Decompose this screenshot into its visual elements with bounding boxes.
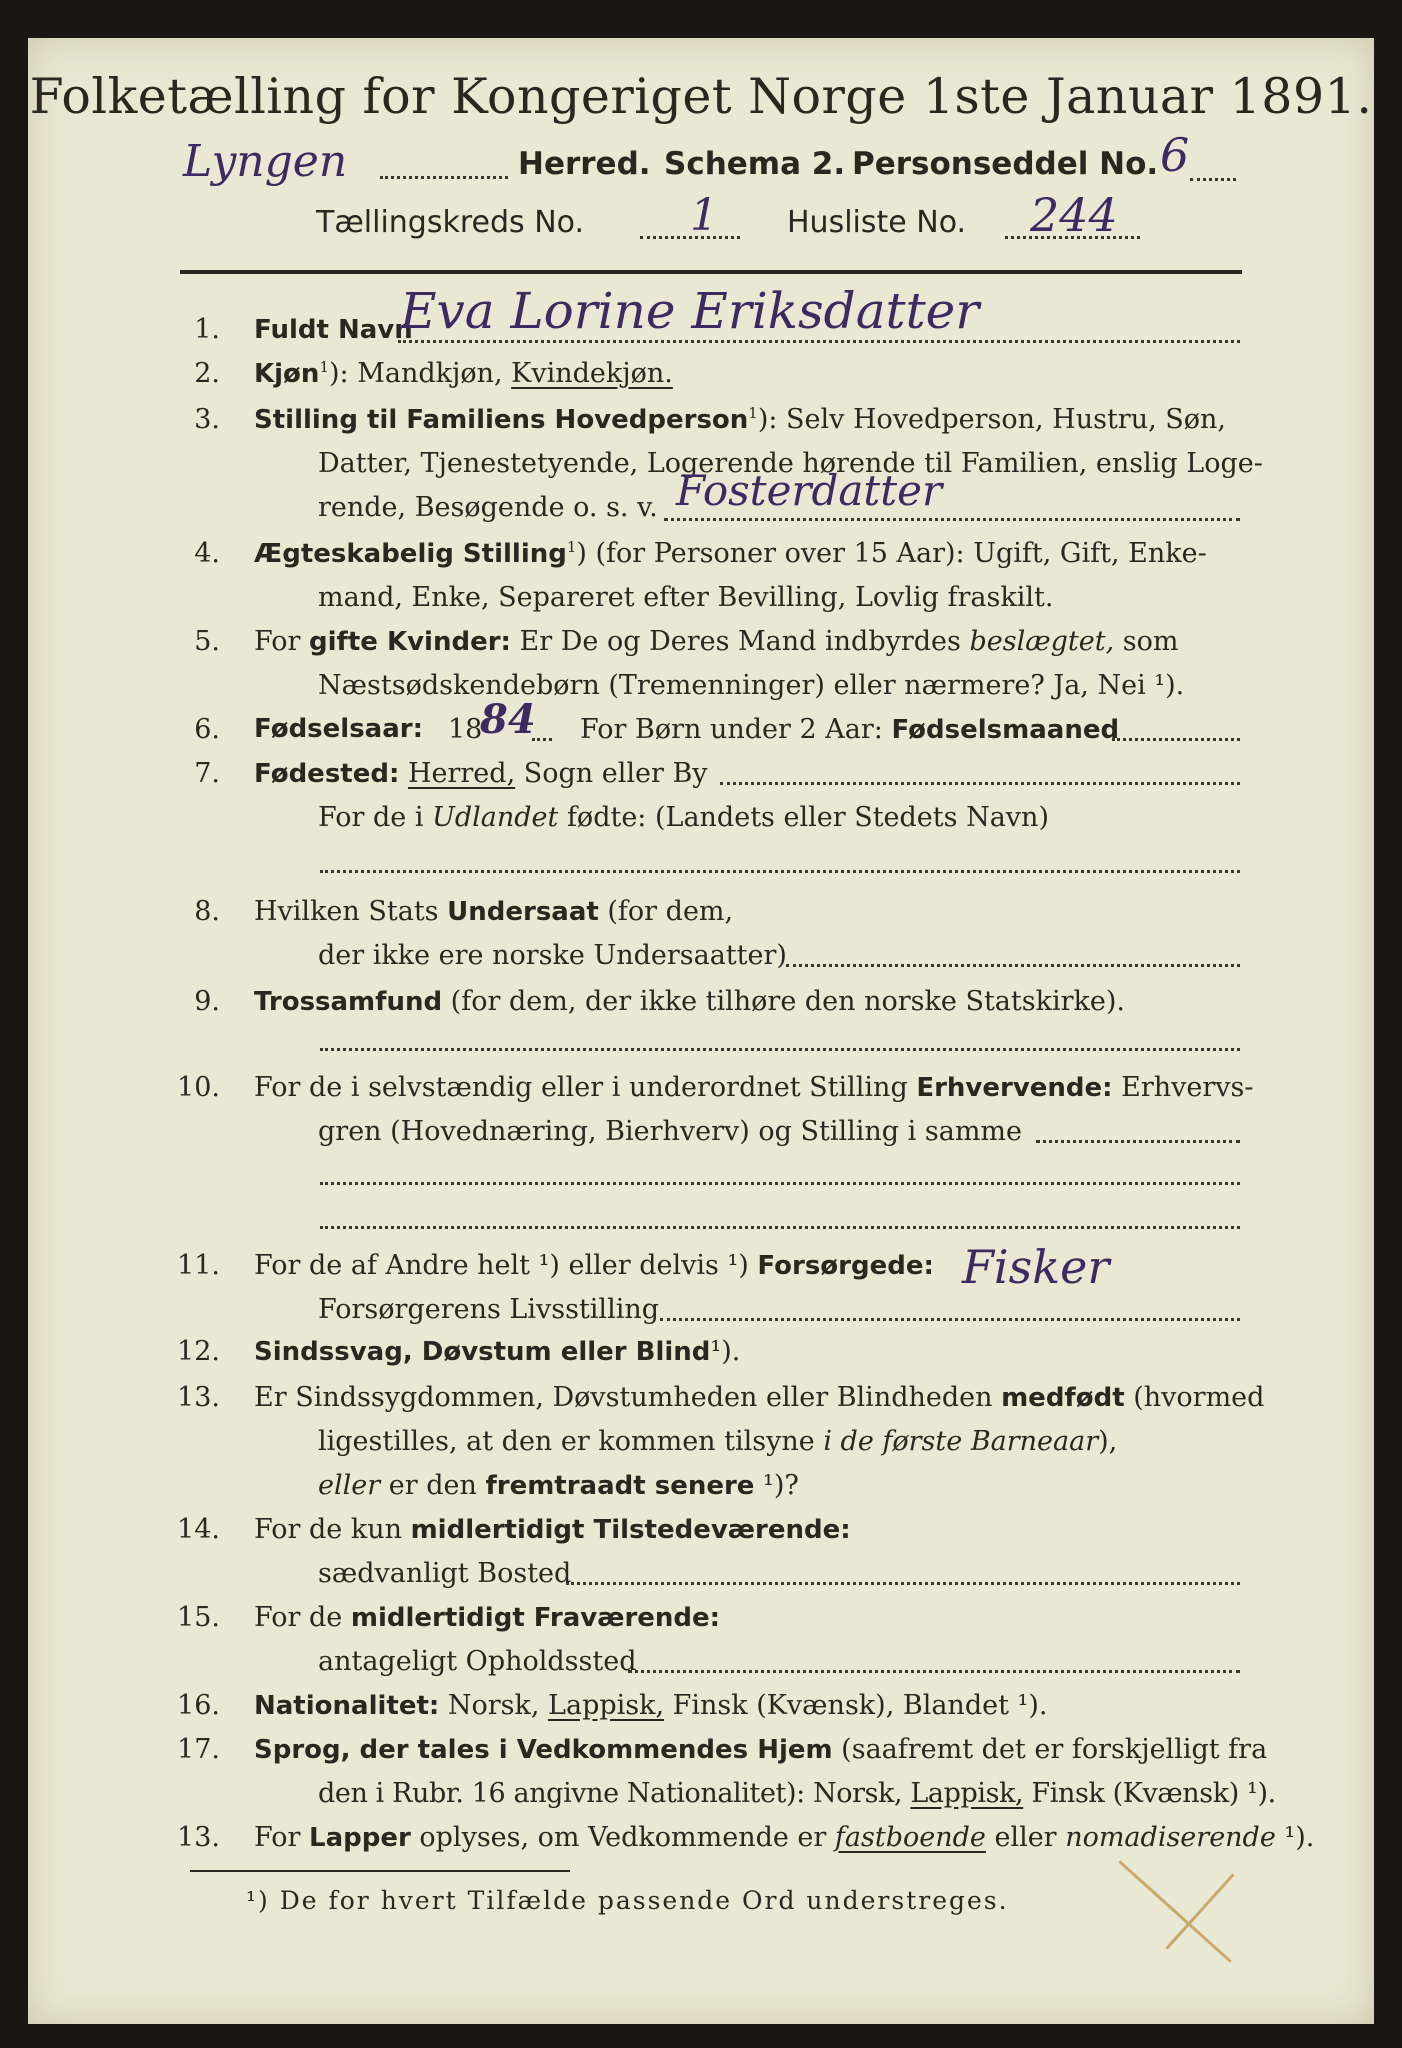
footnote-ref: 1 (319, 358, 329, 376)
husliste-value: 244 (1030, 188, 1118, 242)
q13-line3: eller er den fremtraadt senere ¹)? (318, 1470, 799, 1501)
item-number: 13. (177, 1382, 220, 1413)
q18-label: Lapper (309, 1823, 411, 1853)
dotted-line (786, 964, 1240, 967)
q3-label: Stilling til Familiens Hovedperson (254, 405, 749, 435)
q14-line1: For de kun midlertidigt Tilstedeværende: (254, 1514, 851, 1545)
item-number: 17. (177, 1734, 220, 1765)
q1-value: Eva Lorine Eriksdatter (400, 282, 980, 340)
dotted-line (1005, 236, 1140, 239)
item-number: 7. (194, 758, 220, 789)
dotted-line (1190, 178, 1236, 181)
item-number: 15. (177, 1602, 220, 1633)
q3-text: ): Selv Hovedperson, Hustru, Søn, (757, 404, 1226, 435)
dotted-line (398, 340, 1240, 343)
q10-label: Erhvervende: (916, 1073, 1113, 1103)
q3-line3: rende, Besøgende o. s. v. (318, 492, 658, 523)
dotted-line (664, 518, 1240, 521)
taellingskreds-label: Tællingskreds No. (316, 205, 584, 240)
dotted-line (380, 176, 508, 179)
taellingskreds-value: 1 (690, 190, 718, 241)
q13-line2: ligestilles, at den er kommen tilsyne i de første Barneaar), (318, 1426, 1118, 1457)
q13-line1: Er Sindssygdommen, Døvstumheden eller Blindheden medfødt (hvormed (254, 1382, 1265, 1413)
item-number: 16. (177, 1690, 220, 1721)
dotted-line (1112, 738, 1240, 741)
q10-line2: gren (Hovednæring, Bierhverv) og Stilling i samme (318, 1116, 1023, 1147)
q5-line2: Næstsødskendebørn (Tremenninger) eller nærmere? Ja, Nei ¹). (318, 670, 1185, 701)
herred-value: Lyngen (183, 136, 348, 187)
q7-line2: For de i Udlandet fødte: (Landets eller Stedets Navn) (318, 802, 1049, 833)
dotted-line (532, 738, 552, 741)
q17-line2: den i Rubr. 16 angivne Nationalitet): Norsk, Lappisk, Finsk (Kvænsk) ¹). (318, 1778, 1276, 1809)
dotted-line (320, 1226, 1240, 1229)
item-number: 8. (194, 896, 220, 927)
personseddel-value: 6 (1160, 128, 1190, 182)
footnote: ¹) De for hvert Tilfælde passende Ord understreges. (246, 1886, 1009, 1915)
q6-year-value: 84 (480, 696, 536, 743)
item-number: 13. (177, 1822, 220, 1853)
q3-line2: Datter, Tjenestetyende, Logerende hørende til Familien, enslig Loge- (318, 448, 1263, 479)
q12-label: Sindssvag, Døvstum eller Blind (254, 1337, 711, 1367)
q2-line (254, 358, 673, 389)
q4-line2: mand, Enke, Separeret efter Bevilling, Lovlig fraskilt. (318, 582, 1054, 613)
q6-label: Fødselsaar: (254, 714, 423, 744)
q10-line1: For de i selvstændig eller i underordnet Stilling Erhvervende: Erhvervs- (254, 1072, 1254, 1103)
q15-line2: antageligt Opholdssted (318, 1646, 637, 1677)
q11-value: Fisker (962, 1240, 1110, 1294)
q6-year-prefix: 18 (448, 714, 483, 745)
q2-label: Kjøn (254, 359, 320, 389)
item-number: 2. (194, 358, 220, 389)
q4-label: Ægteskabelig Stilling (254, 539, 567, 569)
q12-line1: Sindssvag, Døvstum eller Blind¹). (254, 1336, 741, 1367)
header-divider (180, 270, 1242, 274)
q17-label: Sprog, der tales i Vedkommendes Hjem (254, 1735, 833, 1765)
schema-label: Schema 2. (664, 146, 846, 182)
q14-line2: sædvanligt Bosted (318, 1558, 572, 1589)
q2-underlined: Kvindekjøn. (511, 358, 673, 389)
q2-text: ): Mandkjøn, (328, 358, 512, 389)
dotted-line (1036, 1140, 1240, 1143)
item-number: 1. (194, 314, 220, 345)
q1-label: Fuldt Navn (254, 315, 413, 345)
q13-label: medfødt (1001, 1383, 1125, 1413)
item-number: 14. (177, 1514, 220, 1545)
q6-label2: Fødselsmaaned (891, 715, 1120, 745)
q9-line1: Trossamfund (for dem, der ikke tilhøre den norske Statskirke). (254, 986, 1125, 1017)
item-number: 6. (194, 714, 220, 745)
dotted-line (566, 1582, 1240, 1585)
dotted-line (320, 1048, 1240, 1051)
q9-label: Trossamfund (254, 987, 443, 1017)
item-number: 3. (194, 404, 220, 435)
dotted-line (640, 236, 740, 239)
q16-line1: Nationalitet: Norsk, Lappisk, Finsk (Kvænsk), Blandet ¹). (254, 1690, 1048, 1721)
husliste-label: Husliste No. (787, 205, 967, 240)
q17-line1: Sprog, der tales i Vedkommendes Hjem (saafremt det er forskjelligt fra (254, 1734, 1268, 1765)
form-title: Folketælling for Kongeriget Norge 1ste Januar 1891. (29, 68, 1373, 125)
dotted-line (320, 870, 1240, 873)
q16-label: Nationalitet: (254, 1691, 440, 1721)
q15-label: midlertidigt Fraværende: (350, 1603, 721, 1633)
q8-line2: der ikke ere norske Undersaatter) (318, 940, 787, 971)
q11-label: Forsørgede: (757, 1251, 934, 1281)
item-number: 5. (194, 626, 220, 657)
footnote-divider (190, 1870, 570, 1872)
dotted-line (660, 1318, 1240, 1321)
item-number: 11. (177, 1250, 220, 1281)
q11-line1: For de af Andre helt ¹) eller delvis ¹) Forsørgede: (254, 1250, 934, 1281)
item-number: 10. (177, 1072, 220, 1103)
dotted-line (720, 782, 1240, 785)
q4-line1: Ægteskabelig Stilling$^1$) (for Personer over 15 Aar): Ugift, Gift, Enke- (254, 538, 1207, 569)
q8-line1: Hvilken Stats Undersaat (for dem, (254, 896, 734, 927)
q7-line1: Fødested: Herred, Sogn eller By (254, 758, 708, 789)
item-number: 4. (194, 538, 220, 569)
q5-label: gifte Kvinder: (309, 627, 511, 657)
item-number: 12. (177, 1336, 220, 1367)
q3-value: Fosterdatter (676, 466, 943, 515)
q15-line1: For de midlertidigt Fraværende: (254, 1602, 721, 1633)
q4-text: ) (for Personer over 15 Aar): Ugift, Gift, Enke- (576, 538, 1207, 569)
dotted-line (320, 1182, 1240, 1185)
q8-label: Undersaat (447, 897, 599, 927)
herred-label: Herred. (518, 146, 651, 182)
q11-line2: Forsørgerens Livsstilling (318, 1294, 660, 1325)
q18-line1: For Lapper oplyses, om Vedkommende er fastboende eller nomadiserende ¹). (254, 1822, 1315, 1853)
q6-line: For Børn under 2 Aar: Fødselsmaaned (580, 714, 1120, 745)
q7-label: Fødested: (254, 759, 400, 789)
item-number: 9. (194, 986, 220, 1017)
personseddel-label: Personseddel No. (852, 146, 1159, 182)
dotted-line (628, 1670, 1240, 1673)
q5-line1: For gifte Kvinder: Er De og Deres Mand indbyrdes beslægtet, som (254, 626, 1179, 657)
q14-label: midlertidigt Tilstedeværende: (410, 1515, 851, 1545)
q3-line1: Stilling til Familiens Hovedperson$^1$): Selv Hovedperson, Hustru, Søn, (254, 404, 1226, 435)
